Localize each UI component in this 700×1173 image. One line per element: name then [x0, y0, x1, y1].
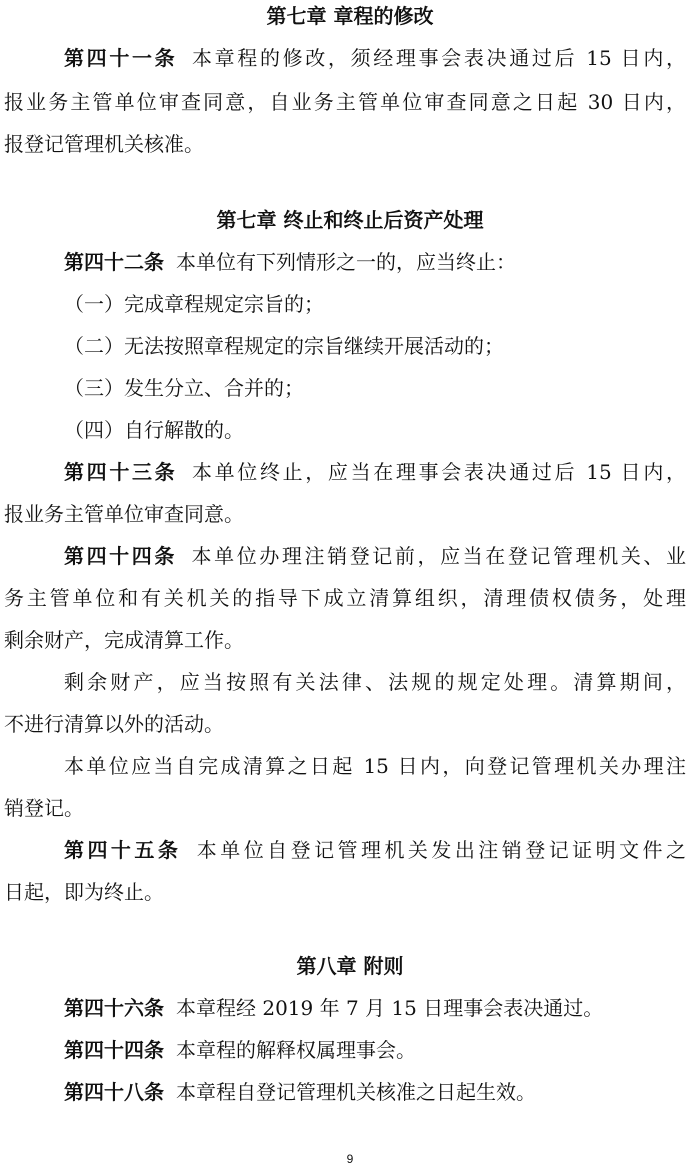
- article-42-item-4: （四）自行解散的。: [64, 418, 244, 442]
- article-47-line-1: [0, 1036, 700, 1064]
- article-45-line-1: [0, 836, 700, 864]
- article-42-item-3: （三）发生分立、合并的；: [64, 376, 304, 400]
- article-44-line-2: 务主管单位和有关机关的指导下成立清算组织，清理债权债务，处理: [4, 586, 686, 610]
- article-41-line-1: [0, 44, 700, 72]
- article-44-para-3-line-1: 本单位应当自完成清算之日起 15 日内，向登记管理机关办理注: [64, 754, 686, 778]
- article-44-label: 第四十四条: [64, 544, 177, 568]
- article-44-line-1: [0, 542, 700, 570]
- article-45-line-2: 日起，即为终止。: [4, 880, 164, 904]
- article-41-line-3: 报登记管理机关核准。: [4, 132, 204, 156]
- article-42-item-2: （二）无法按照章程规定的宗旨继续开展活动的；: [64, 334, 504, 358]
- article-47-text-1: 本章程的解释权属理事会。: [176, 1038, 416, 1062]
- article-43-text-1: 本单位终止，应当在理事会表决通过后 15 日内，: [189, 460, 687, 484]
- page-number: 9: [346, 1152, 354, 1166]
- article-46-label: 第四十六条: [64, 996, 164, 1020]
- article-41-label: 第四十一条: [64, 46, 178, 70]
- article-43-line-1: [0, 458, 700, 486]
- article-44-line-3: 剩余财产，完成清算工作。: [4, 628, 244, 652]
- article-44-para-2-line-1: 剩余财产，应当按照有关法律、法规的规定处理。清算期间，: [64, 670, 686, 694]
- chapter-heading-8-supplementary: 第八章 附则: [296, 954, 404, 978]
- article-46-line-1: [0, 994, 700, 1022]
- article-43-line-2: 报业务主管单位审查同意。: [4, 502, 244, 526]
- article-42-item-1: （一）完成章程规定宗旨的；: [64, 292, 324, 316]
- article-48-label: 第四十八条: [64, 1080, 164, 1104]
- article-43-label: 第四十三条: [64, 460, 178, 484]
- article-44-text-1: 本单位办理注销登记前，应当在登记管理机关、业: [188, 544, 687, 568]
- article-45-label: 第四十五条: [64, 838, 182, 862]
- article-41-text-1: 本章程的修改，须经理事会表决通过后 15 日内，: [189, 46, 687, 70]
- article-41-line-2: 报业务主管单位审查同意，自业务主管单位审查同意之日起 30 日内，: [4, 90, 686, 114]
- chapter-heading-7-termination: 第七章 终止和终止后资产处理: [216, 208, 484, 232]
- article-44-para-3-line-2: 销登记。: [4, 796, 84, 820]
- article-45-text-1: 本单位自登记管理机关发出注销登记证明文件之: [193, 838, 687, 862]
- article-42-line-1: [0, 248, 700, 276]
- article-48-text-1: 本章程自登记管理机关核准之日起生效。: [176, 1080, 536, 1104]
- article-42-label: 第四十二条: [64, 250, 164, 274]
- article-47-label: 第四十四条: [64, 1038, 164, 1062]
- article-42-text-1: 本单位有下列情形之一的，应当终止：: [176, 250, 516, 274]
- article-44-para-2-line-2: 不进行清算以外的活动。: [4, 712, 224, 736]
- article-46-text-1: 本章程经 2019 年 7 月 15 日理事会表决通过。: [176, 996, 604, 1020]
- article-48-line-1: [0, 1078, 700, 1106]
- chapter-heading-7-amendment: 第七章 章程的修改: [266, 4, 434, 28]
